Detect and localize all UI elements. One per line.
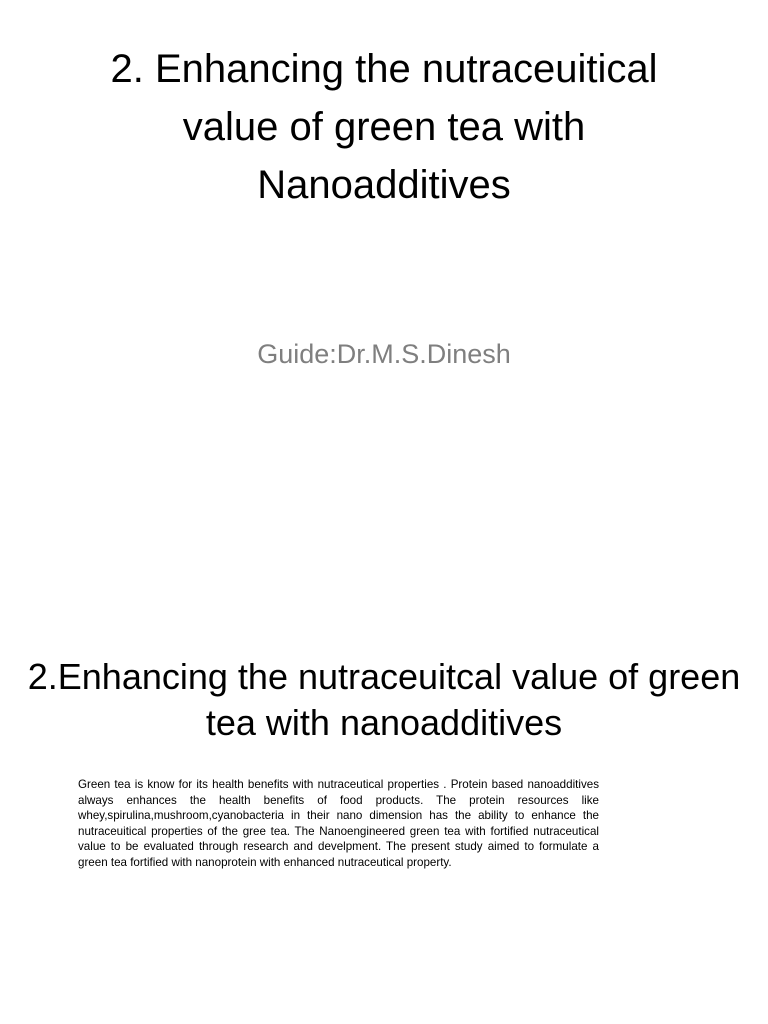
slide-title: 2. Enhancing the nutraceuitical value of green tea with Nanoadditives xyxy=(110,47,658,207)
content-slide-title: 2.Enhancing the nutraceuitcal value of green tea with nanoadditives xyxy=(27,656,741,743)
content-slide xyxy=(0,512,768,1024)
guide-subtitle: Guide:Dr.M.S.Dinesh xyxy=(257,339,511,369)
abstract-paragraph: Green tea is know for its health benefits with nutraceutical properties . Protein based nanoadditives always enhances the health benefits of food products. The protein resources like whey,spirulina,mushroom,cyanobacteria in their nano dimension has the ability to enhance the nutraceuitical properties of the gree tea. The Nanoengineered green tea with fortified nutraceutical value to be evaluated through research and develpment. The present study aimed to formulate a green tea fortified with nanoprotein with enhanced nutraceutical property. xyxy=(78,778,599,869)
